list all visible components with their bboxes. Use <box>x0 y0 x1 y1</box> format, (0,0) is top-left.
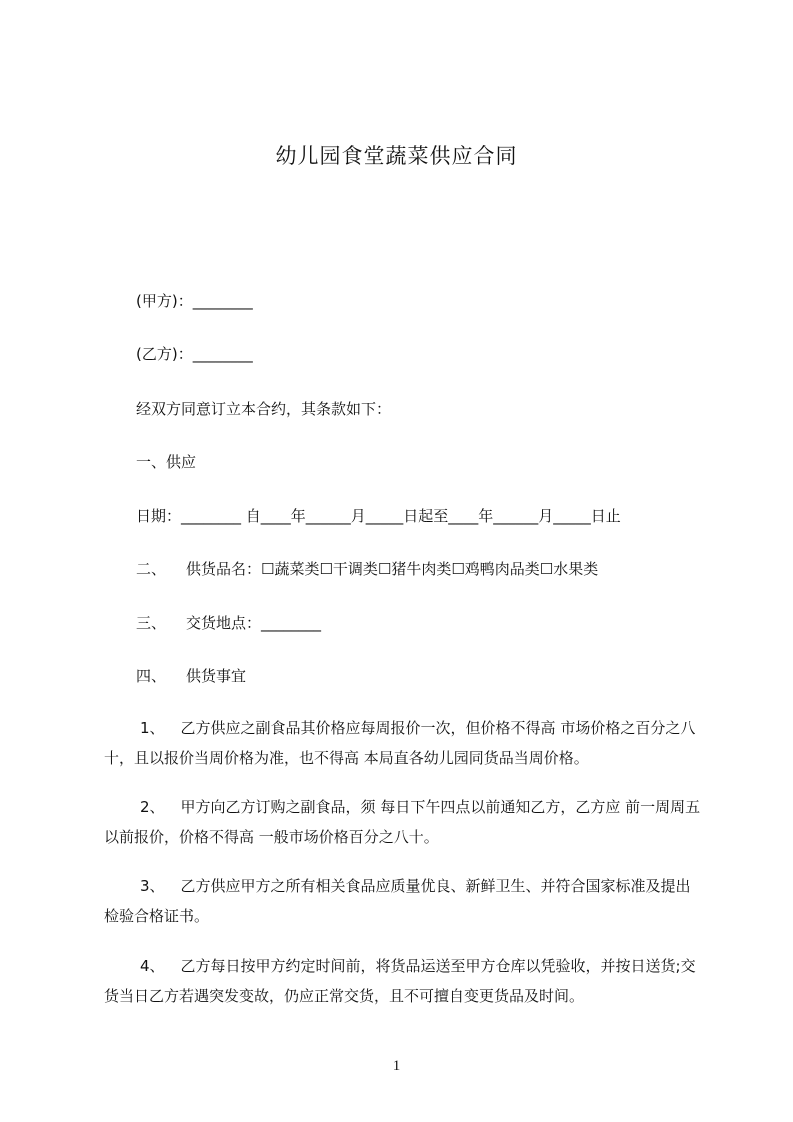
list-item <box>104 713 704 773</box>
list-item-text: 乙方供应甲方之所有相关食品应质量优良、新鲜卫生、并符合国家标准及提出检验合格证书。 <box>104 877 691 925</box>
list-item-text: 乙方每日按甲方约定时间前，将货品运送至甲方仓库以凭验收，并按日送货;交货当日乙方若遇突发变故，仍应正常交货，且不可擅自变更货品及时间。 <box>104 957 696 1005</box>
list-item-text: 乙方供应之副食品其价格应每周报价一次，但价格不得高 市场价格之百分之八十，且以报价当周价格为准，也不得高 本局直各幼儿园同货品当周价格。 <box>104 719 696 767</box>
section-3-number: 三、 <box>136 614 167 632</box>
list-item-number: 3、 <box>140 877 165 895</box>
list-item-number: 1、 <box>140 719 165 737</box>
section-3-text: 交货地点：________ <box>186 614 322 632</box>
list-item-number: 4、 <box>140 957 165 975</box>
list-item <box>104 871 704 931</box>
section-2-number: 二、 <box>136 560 167 578</box>
supply-date-line: 日期：________ 自____年______月_____日起至____年______月_____日止 <box>136 507 621 525</box>
section-4-heading: 供货事宜 <box>186 667 247 685</box>
section-2-text: 供货品名：☐蔬菜类☐干调类☐猪牛肉类☐鸡鸭肉品类☐水果类 <box>186 560 599 578</box>
section-2 <box>136 558 598 580</box>
page-number: 1 <box>392 1058 401 1074</box>
list-item-text: 甲方向乙方订购之副食品，须 每日下午四点以前通知乙方，乙方应 前一周周五以前报价，价格不得高 一般市场价格百分之八十。 <box>104 798 701 846</box>
document-title: 幼儿园食堂蔬菜供应合同 <box>275 144 518 168</box>
section-4-heading-line <box>136 665 246 687</box>
intro-text: 经双方同意订立本合约，其条款如下： <box>136 400 392 418</box>
section-1-heading: 一、供应 <box>136 453 197 471</box>
list-item-number: 2、 <box>140 798 165 816</box>
list-item <box>104 951 704 1011</box>
party-a-line: (甲方)：________ <box>136 292 253 310</box>
section-3 <box>136 612 321 634</box>
party-b-line: (乙方)：________ <box>136 345 253 363</box>
list-item <box>104 792 704 852</box>
section-4-number: 四、 <box>136 667 167 685</box>
